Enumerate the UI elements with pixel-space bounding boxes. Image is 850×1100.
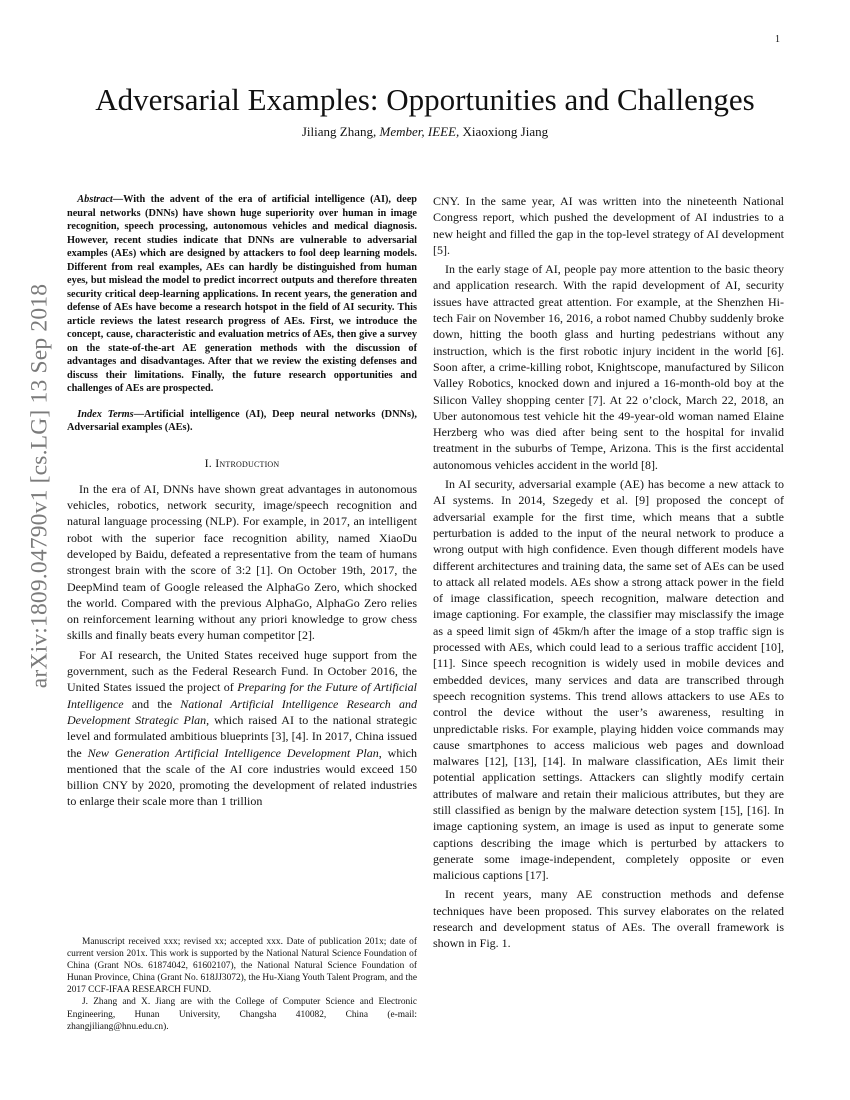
paragraph-text: , which raised AI to the national strategic level and formulated ambitious blueprints [3], [4]. In 2017, China issued the: [67, 712, 417, 760]
index-terms: [67, 408, 417, 435]
paragraph-text: , which mentioned that the scale of the AI core industries would exceed 150 billion CNY by 2020, promoting the development of related industries to enlarge their scale more than 1 trillion: [67, 745, 417, 809]
footnote-affiliation: J. Zhang and X. Jiang are with the College of Computer Science and Electronic Engineering, Hunan University, Changsha 410082, China (e-mail: zhangjiliang@hnu.edu.cn).: [67, 997, 417, 1032]
right-paragraph-continued: CNY. In the same year, AI was written into the nineteenth National Congress report, which pushed the development of AI industries to a new height and filled the gap in the top-level strategy of AI development [5].: [433, 194, 784, 257]
intro-paragraph-1: In the era of AI, DNNs have shown great advantages in autonomous vehicles, robotics, network security, image/speech recognition and natural language processing (NLP). For example, in 2017, an intelligent robot with the superior face recognition ability, named XiaoDu developed by Baidu, defeated a representative from the team of humans strongest brain with the score of 3:2 [1]. On October 19th, 2017, the DeepMind team of Google released the AlphaGo Zero, which shocked the world. Compared with the previous AlphaGo, AlphaGo Zero relies on reinforcement learning without any priori knowledge to grow chess skills and finally beats every human competitor [2].: [67, 481, 417, 643]
paragraph-text: and the: [123, 696, 181, 711]
section-title: Introduction: [215, 455, 280, 470]
left-column: [67, 193, 417, 813]
right-paragraph-1: In the early stage of AI, people pay more attention to the basic theory and application research. With the rapid development of AI, security issues have attracted great attention. For example, at the Shenzhen Hi-tech Fair on November 16, 2016, a robot named Chubby suddenly broke down, hitting the booth glass and hurting pedestrians without any instruction, which is the first robotic injury incident in the world [6]. Soon after, a crime-killing robot, Knightscope, manufactured by Silicon Valley Robotics, knocked down and injured a 16-month-old boy at the Silicon Valley shopping center [7]. At 22 o’clock, March 22, 2018, an Uber autonomous test vehicle hit the 49-year-old woman named Elaine Herzberg who was died after being sent to the hospital for invalid treatment in the suburbs of Tempe, Arizona. This is the first accidental autonomous vehicles accident in the world [8].: [433, 262, 784, 472]
italic-title: National Artificial Intelligence Research and Development Strategic Plan: [67, 696, 417, 727]
paragraph-text: For AI research, the United States received huge support from the government, such as the Federal Research Fund. In October 2016, the United States issued the project of: [67, 647, 417, 695]
intro-paragraph-2: [67, 647, 417, 810]
abstract-label: Abstract: [77, 194, 113, 205]
right-paragraph-3: In recent years, many AE construction methods and defense techniques have been proposed. This survey elaborates on the related research and development status of AEs. The overall framework is shown in Fig. 1.: [433, 887, 784, 951]
page-number: 1: [775, 34, 780, 45]
author-1: Jiliang Zhang,: [301, 124, 377, 139]
right-paragraph-2: In AI security, adversarial example (AE) has become a new attack to AI systems. In 2014, Szegedy et al. [9] proposed the concept of adversarial example for the first time, which means that a subtle perturbation is added to the input of the neural network to produce a wrong output with high confidence. Even though different models have different architectures and training data, the same set of AEs can be used to attack all related models. AEs show a strong attack power in the field of image classification, speech recognition, malware detection and image captioning. For example, the classifier may misclassify the image as a speed limit sign of 45km/h after the image of a stop traffic sign is processed with AEs, which could lead to a serious traffic accident [10], [11]. Since speech recognition is widely used in mobile devices and embedded devices, many services and data are transcribed through speech recognition systems. This trend allows attackers to use AEs to control the device without the user’s awareness, resulting in unpredictable risks. For example, playing hidden voice commands may cause smartphones to access malicious web pages and download malwares [12], [13], [14]. In malware classification, AEs limit their potential application settings. Attackers can slightly modify certain attributes of malware and retain their malicious attributes, but they are still classified as benign by the malware detection system [15], [16]. In image captioning system, an image is used as input to generate some captions describing the image which is perturbed by attackers to generate some image-independent, completely opposite or even malicious captions [17].: [433, 477, 784, 883]
author-2: Xiaoxiong Jiang: [462, 124, 549, 139]
abstract-text: —With the advent of the era of artificial intelligence (AI), deep neural networks (DNNs) have shown huge superiority over human in image recognition, speech processing, autonomous vehicles and medical diagnosis. However, recent studies indicate that DNNs are vulnerable to adversarial examples (AEs) which are designed by attackers to fool deep learning models. Different from real examples, AEs can hardly be distinguished from human eyes, but mislead the model to predict incorrect outputs and therefore threaten security critical deep-learning applications. In recent years, the generation and defense of AEs have become a research hotspot in the field of AI security. This article reviews the latest research progress of AEs. First, we introduce the concept, cause, characteristic and evaluation metrics of AEs, then give a survey on the state-of-the-art AE generation methods with the discussion of advantages and disadvantages. After that we review the existing defenses and discuss their limitations. Finally, the future research opportunities and challenges of AEs are prospected.: [67, 194, 417, 394]
section-heading-introduction: [67, 455, 417, 471]
italic-title: Preparing for the Future of Artificial Intelligence: [67, 680, 418, 711]
right-column: [433, 193, 784, 955]
abstract: [67, 193, 417, 396]
footnote-manuscript: Manuscript received xxx; revised xx; accepted xxx. Date of publication 201x; date of current version 201x. This work is supported by the National Natural Science Foundation of China (Grant NOs. 61874042, 61602107), the National Natural Science Foundation of Hunan Province, China (Grant No. 618JJ3072), the Hu-Xiang Youth Talent Program, and the 2017 CCF-IFAA RESEARCH FUND.: [67, 937, 417, 996]
footnotes: [67, 936, 417, 1033]
arxiv-stamp-text: arXiv:1809.04790v1 [cs.LG] 13 Sep 2018: [26, 283, 53, 689]
author-1-role: Member, IEEE,: [379, 124, 460, 139]
author-line: [0, 124, 850, 140]
section-numeral: I.: [204, 455, 216, 470]
arxiv-stamp: [20, 283, 60, 689]
index-terms-text: —Artificial intelligence (AI), Deep neural networks (DNNs), Adversarial examples (AEs).: [67, 408, 417, 433]
paper-title: Adversarial Examples: Opportunities and Challenges: [95, 82, 755, 117]
index-terms-label: Index Terms: [77, 408, 134, 420]
italic-title: New Generation Artificial Intelligence Development Plan: [87, 745, 379, 760]
